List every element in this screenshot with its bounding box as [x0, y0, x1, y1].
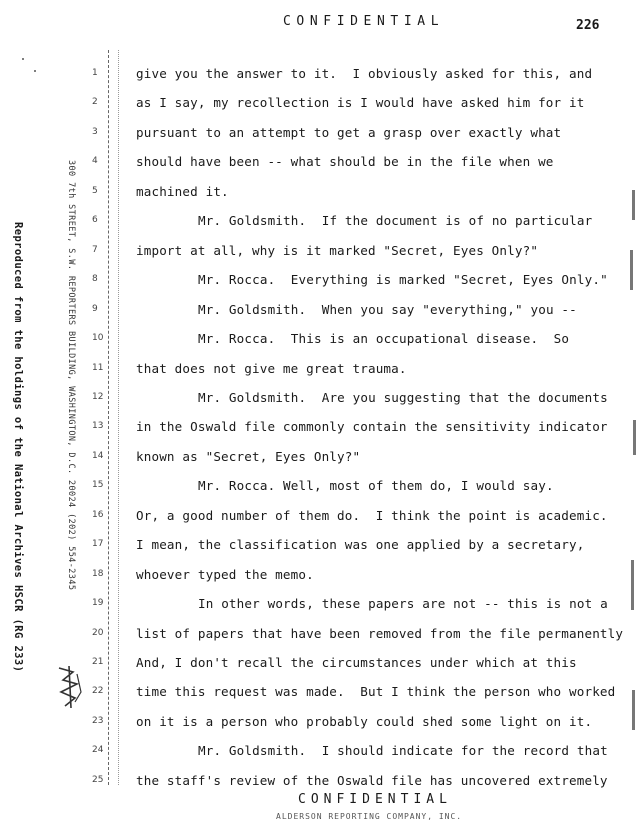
- reproduction-note: Reproduced from the holdings of the National Archives HSCR (RG 233): [12, 222, 24, 673]
- line-number: 23: [92, 715, 104, 726]
- transcript-line: in the Oswald file commonly contain the sensitivity indicator: [136, 419, 608, 435]
- footer-confidential-title: CONFIDENTIAL: [298, 792, 452, 807]
- transcript-line: known as "Secret, Eyes Only?": [136, 448, 361, 464]
- transcript-line: should have been -- what should be in the file when we: [136, 154, 554, 170]
- transcript-line: Mr. Goldsmith. I should indicate for the record that: [198, 743, 608, 759]
- line-number: 20: [92, 627, 104, 638]
- header-confidential-title: CONFIDENTIAL: [283, 14, 445, 29]
- edge-mark: [632, 190, 635, 220]
- line-number: 19: [92, 598, 104, 609]
- edge-mark: [633, 420, 636, 455]
- line-number: 5: [92, 185, 98, 196]
- transcript-line: give you the answer to it. I obviously asked for this, and: [136, 66, 593, 81]
- margin-rule: [108, 50, 110, 785]
- line-number: 10: [92, 333, 104, 344]
- transcript-line: Mr. Goldsmith. When you say "everything," you --: [198, 301, 577, 317]
- transcript-line: Mr. Rocca. Everything is marked "Secret, Eyes Only.": [198, 272, 608, 288]
- transcript-line: Mr. Rocca. This is an occupational disease. So: [198, 331, 570, 347]
- transcript-line: Mr. Goldsmith. If the document is of no particular: [198, 213, 593, 229]
- margin-rule-inner: [118, 50, 120, 785]
- line-number: 13: [92, 421, 104, 432]
- line-number: 8: [92, 274, 98, 285]
- transcript-line: Or, a good number of them do. I think the point is academic.: [136, 507, 608, 523]
- line-number: 21: [92, 657, 104, 667]
- page-number: 226: [576, 18, 600, 33]
- footer-reporter: ALDERSON REPORTING COMPANY, INC.: [276, 812, 463, 821]
- transcript-line: time this request was made. But I think the person who worked: [136, 684, 616, 700]
- line-number: 1: [92, 68, 98, 78]
- handwritten-mark-icon: [55, 662, 85, 712]
- line-number: 16: [92, 509, 104, 520]
- transcript-line: as I say, my recollection is I would have asked him for it: [136, 95, 585, 111]
- line-number: 6: [92, 215, 98, 226]
- reporter-address-stamp: 300 7th STREET, S.W. REPORTERS BUILDING, WASHINGTON, D.C. 20024 (202) 554-2345: [66, 160, 76, 591]
- line-number: 3: [92, 126, 98, 137]
- line-number: 4: [92, 156, 98, 167]
- transcript-line: import at all, why is it marked "Secret, Eyes Only?": [136, 242, 539, 258]
- transcript-line: on it is a person who probably could shed some light on it.: [136, 713, 593, 729]
- transcript-line: machined it.: [136, 183, 229, 199]
- transcript-line: And, I don't recall the circumstances under which at this: [136, 655, 577, 670]
- edge-mark: [632, 690, 635, 730]
- transcript-line: pursuant to an attempt to get a grasp over exactly what: [136, 124, 562, 140]
- line-number: 14: [92, 450, 104, 461]
- transcript-line: that does not give me great trauma.: [136, 360, 407, 376]
- line-number: 17: [92, 539, 104, 550]
- transcript-line: Mr. Rocca. Well, most of them do, I would say.: [198, 478, 554, 494]
- line-number: 22: [92, 686, 104, 697]
- line-number: 12: [92, 391, 104, 402]
- line-number: 15: [92, 480, 104, 491]
- edge-mark: [630, 250, 633, 290]
- line-number: 9: [92, 303, 98, 314]
- line-number: 18: [92, 568, 104, 579]
- speck: [22, 58, 24, 60]
- line-number: 25: [92, 774, 104, 785]
- speck: [34, 70, 36, 72]
- transcript-line: In other words, these papers are not -- this is not a: [198, 596, 608, 612]
- line-number: 7: [92, 244, 98, 255]
- transcript-line: list of papers that have been removed from the file permanently: [136, 625, 624, 641]
- transcript-line: Mr. Goldsmith. Are you suggesting that the documents: [198, 389, 608, 405]
- transcript-line: I mean, the classification was one applied by a secretary,: [136, 537, 585, 553]
- edge-mark: [631, 560, 634, 610]
- line-number: 24: [92, 745, 104, 756]
- transcript-line: whoever typed the memo.: [136, 566, 314, 582]
- line-number: 11: [92, 362, 104, 373]
- line-number: 2: [92, 97, 98, 108]
- transcript-line: the staff's review of the Oswald file has uncovered extremely: [136, 772, 608, 788]
